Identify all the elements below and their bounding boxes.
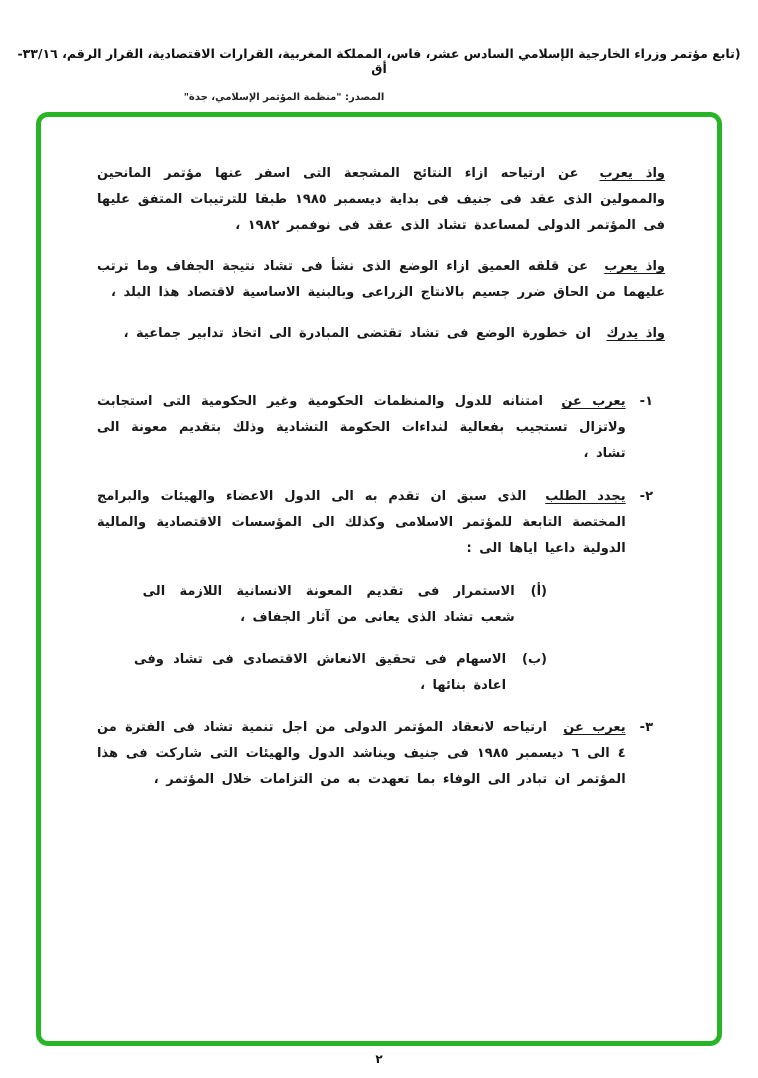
page-header (0, 0, 758, 104)
document-frame (36, 112, 722, 1046)
subitem-marker: (ب) (522, 652, 547, 667)
document-body (41, 117, 717, 793)
list-item-2 (97, 484, 665, 562)
subitem-body-text: الاستمرار فى تقديم المعونة الانسانية اللازمة الى شعب تشاد الذى يعانى من آثار الجفاف ، (142, 584, 515, 625)
subitem-body-text: الاسهام فى تحقيق الانعاش الاقتصادى فى تشاد وفى اعادة بنائها ، (134, 652, 507, 693)
list-item-3 (97, 715, 665, 793)
item-text (97, 484, 626, 562)
preamble-lead: واذ يدرك (606, 326, 665, 341)
item-lead: يجدد الطلب (545, 489, 626, 504)
item-lead: يعرب عن (563, 720, 626, 735)
subitem-text (143, 579, 515, 631)
preamble-lead: واذ يعرب (599, 166, 666, 181)
subitem-marker: (أ) (530, 584, 547, 599)
preamble-paragraph-3 (97, 321, 665, 347)
item-number: ٣- (639, 720, 653, 735)
sub-item-b (97, 647, 665, 699)
item-lead: يعرب عن (561, 394, 626, 409)
sub-item-a (97, 579, 665, 631)
header-source-row (0, 85, 758, 104)
subitem-text (134, 647, 506, 699)
preamble-lead: واذ يعرب (604, 259, 666, 274)
item-body-text: ارتياحه لانعقاد المؤتمر الدولى من اجل تنمية تشاد فى الفترة من ٤ الى ٦ ديسمبر ١٩٨٥ فى جنيف ويناشد الدول والهيئات التى شاركت فى هذا المؤتمر ان تبادر الى الوفاء بما تعهدت به من التزامات خلال المؤتمر ، (97, 720, 626, 787)
source-line: المصدر: "منظمة المؤتمر الإسلامي، جدة" (183, 92, 385, 103)
item-text (97, 715, 626, 793)
preamble-text: عن قلقه العميق ازاء الوضع الذى نشأ فى تشاد نتيجة الجفاف وما ترتب عليهما من الحاق ضرر جسيم بالانتاج الزراعى وبالبنية الاساسية لاقتصاد هذا البلد ، (97, 259, 665, 300)
item-body-text: الذى سبق ان تقدم به الى الدول الاعضاء والهيئات والبرامج المختصة التابعة للمؤتمر الاسلامى وكذلك الى المؤسسات الاقتصادية والمالية الدولية داعيا اياها الى : (97, 489, 626, 556)
list-item-1 (97, 389, 665, 467)
item-number: ١- (639, 394, 653, 409)
preamble-paragraph-1 (97, 161, 665, 239)
page-number: ٢ (375, 1052, 383, 1066)
item-text (97, 389, 626, 467)
preamble-text: ان خطورة الوضع فى تشاد تقتضى المبادرة الى اتخاذ تدابير جماعية ، (123, 326, 591, 341)
header-title: (تابع مؤتمر وزراء الخارجية الإسلامي السادس عشر، فاس، المملكة المغربية، القرارات الاقتصادية، القرار الرقم، ٣٣/١٦-أق (17, 46, 741, 76)
preamble-paragraph-2 (97, 254, 665, 306)
item-body-text: امتنانه للدول والمنظمات الحكومية وغير الحكومية التى استجابت ولاتزال تستجيب بفعالية لنداءات الحكومة التشادية وذلك بتقديم معونة الى تشاد ، (97, 394, 626, 461)
item-number: ٢- (639, 489, 653, 504)
preamble-text: عن ارتياحه ازاء النتائج المشجعة التى اسفر عنها مؤتمر المانحين والممولين الذى عقد فى جنيف فى بداية ديسمبر ١٩٨٥ طبقا للترتيبات المتفق عليها فى المؤتمر الدولى لمساعدة تشاد الذى عقد فى نوفمبر ١٩٨٢ ، (97, 166, 665, 233)
